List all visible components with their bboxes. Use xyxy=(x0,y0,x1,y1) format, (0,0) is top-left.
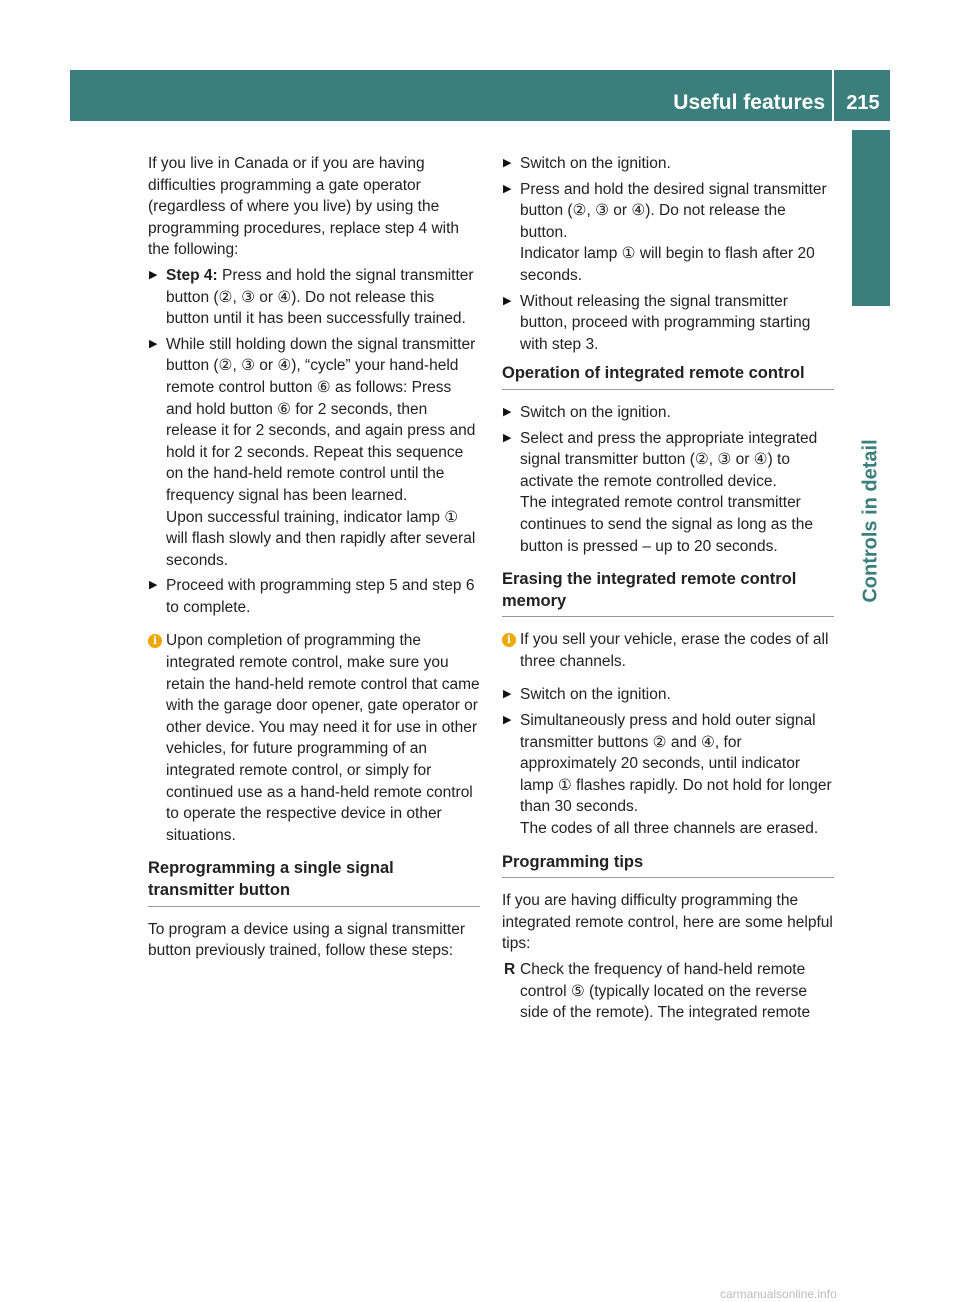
intro-paragraph: If you live in Canada or if you are having difficulties programming a gate operator (regardless of where you live) by using the programming procedures, replace step 4 with the following: xyxy=(148,155,460,259)
note-text: Upon completion of programming the integrated remote control, make sure you retain the hand-held remote control that came with the garage door opener, gate operator or other device. You may need it for use in other vehicles, for future programming of an integrated remote control, or simply for continued use as a hand-held remote control to operate the respective device in other situations. xyxy=(166,632,480,844)
section-heading: Programming tips xyxy=(502,852,834,879)
bullet-icon: R xyxy=(504,961,516,978)
step-arrow-icon: ▶ xyxy=(503,294,512,307)
step-arrow-icon: ▶ xyxy=(503,688,512,701)
instruction-step xyxy=(148,334,480,572)
instruction-step xyxy=(502,402,834,424)
info-icon: i xyxy=(502,633,516,647)
step-label: Step 4: xyxy=(166,266,218,284)
instruction-step xyxy=(502,291,834,356)
chapter-label: Controls in detail xyxy=(859,439,882,603)
instruction-step xyxy=(148,575,480,618)
step-arrow-icon: ▶ xyxy=(503,405,512,418)
instruction-step xyxy=(502,153,834,175)
instruction-step xyxy=(502,710,834,840)
step-arrow-icon: ▶ xyxy=(149,337,158,350)
tip-item xyxy=(502,959,834,1024)
step-arrow-icon: ▶ xyxy=(503,157,512,169)
note-text: If you sell your vehicle, erase the codes of all three channels. xyxy=(520,631,829,670)
step-text: Press and hold the desired signal transmitter button (②, ③ or ④). Do not release the button. xyxy=(520,180,827,241)
tip-text: Check the frequency of hand-held remote control ⑤ (typically located on the reverse side of the remote). The integrated remote xyxy=(520,961,811,1022)
step-text: Proceed with programming step 5 and step 6 to complete. xyxy=(166,577,475,616)
side-tab xyxy=(852,130,890,306)
step-text: Switch on the ignition. xyxy=(520,155,671,172)
section-heading: Erasing the integrated remote control memory xyxy=(502,569,834,617)
section-title: Useful features xyxy=(673,91,825,114)
step-text: Switch on the ignition. xyxy=(520,686,671,704)
step-arrow-icon: ▶ xyxy=(503,714,512,727)
instruction-step xyxy=(502,179,834,287)
step-result: Indicator lamp ① will begin to flash after 20 seconds. xyxy=(520,245,815,284)
step-arrow-icon: ▶ xyxy=(503,431,512,444)
section-heading: Operation of integrated remote control xyxy=(502,363,834,390)
step-arrow-icon: ▶ xyxy=(503,182,512,195)
info-note xyxy=(502,629,834,672)
body-paragraph: If you are having difficulty programming the integrated remote control, here are some helpful tips: xyxy=(502,892,833,953)
step-result: The codes of all three channels are erased. xyxy=(520,820,819,838)
page-number: 215 xyxy=(846,92,880,114)
right-column xyxy=(502,153,834,1028)
info-icon: i xyxy=(148,634,162,648)
instruction-step xyxy=(502,428,834,558)
step-text: While still holding down the signal transmitter button (②, ③ or ④), “cycle” your hand-held remote control button ⑥ as follows: Press and hold button ⑥ for 2 seconds, then release it for 2 seconds, and again press and hold it for 2 seconds. Repeat this sequence on the hand-held remote control until the frequency signal has been learned. xyxy=(166,335,476,504)
step-result: The integrated remote control transmitter continues to send the signal as long as the button is pressed – up to 20 seconds. xyxy=(520,494,813,555)
step-text: Select and press the appropriate integrated signal transmitter button (②, ③ or ④) to activate the remote controlled device. xyxy=(520,429,818,490)
info-note xyxy=(148,630,480,846)
step-text: Switch on the ignition. xyxy=(520,403,671,421)
instruction-step xyxy=(502,684,834,706)
step-text: Press and hold the signal transmitter button (②, ③ or ④). Do not release this button until it has been successfully trained. xyxy=(166,266,474,328)
step-arrow-icon: ▶ xyxy=(149,579,158,592)
left-column xyxy=(148,153,480,966)
step-text: Simultaneously press and hold outer signal transmitter buttons ② and ④, for approximately 20 seconds, until indicator lamp ① flashes rapidly. Do not hold for longer than 30 seconds. xyxy=(520,712,832,816)
step-arrow-icon: ▶ xyxy=(149,268,158,281)
step-text: Without releasing the signal transmitter button, proceed with programming starting with step 3. xyxy=(520,292,811,353)
instruction-step xyxy=(148,265,480,330)
step-result: Upon successful training, indicator lamp ① will flash slowly and then rapidly after several seconds. xyxy=(166,508,476,569)
watermark: carmanualsonline.info xyxy=(720,1287,837,1301)
section-heading: Reprogramming a single signal transmitter button xyxy=(148,858,480,906)
body-paragraph: To program a device using a signal transmitter button previously trained, follow these steps: xyxy=(148,920,466,960)
header-divider xyxy=(832,70,834,121)
